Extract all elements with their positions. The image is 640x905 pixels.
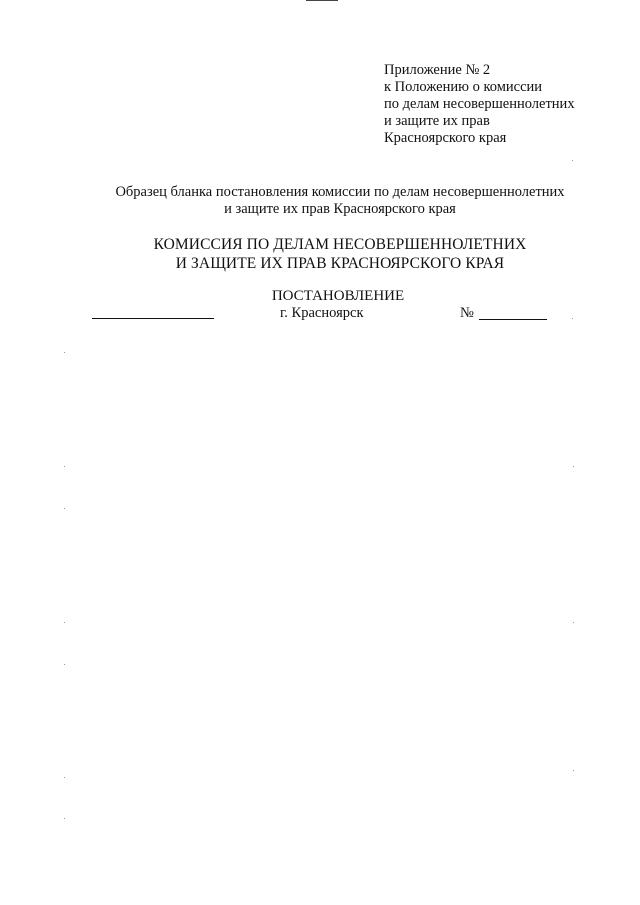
scan-speck — [64, 466, 65, 467]
scan-speck — [573, 466, 574, 467]
appendix-line: по делам несовершеннолетних — [384, 96, 575, 112]
commission-heading-line-2: И ЗАЩИТЕ ИХ ПРАВ КРАСНОЯРСКОГО КРАЯ — [175, 255, 505, 272]
sample-title — [60, 184, 620, 218]
appendix-line: к Положению о комиссии — [384, 79, 543, 95]
scan-edge-mark — [306, 0, 338, 1]
scan-speck — [64, 508, 65, 509]
sample-title-line-1: Образец бланка постановления комиссии по делам несовершеннолетних — [115, 184, 565, 200]
appendix-line: Приложение № 2 — [384, 62, 491, 78]
scan-speck — [64, 664, 65, 665]
scan-speck — [573, 622, 574, 623]
appendix-block — [384, 62, 575, 147]
scan-speck — [64, 352, 65, 353]
date-blank-line — [92, 318, 214, 319]
appendix-line: Красноярского края — [384, 130, 507, 146]
scan-speck — [572, 160, 573, 161]
scan-speck — [573, 770, 574, 771]
number-blank-line — [479, 319, 547, 320]
number-sign: № — [460, 305, 474, 321]
scan-speck — [572, 318, 573, 319]
sample-title-line-2: и защите их прав Красноярского края — [224, 201, 456, 217]
scan-speck — [64, 622, 65, 623]
city-name: г. Красноярск — [280, 305, 364, 321]
scan-speck — [64, 818, 65, 819]
decree-title: ПОСТАНОВЛЕНИЕ — [271, 288, 405, 304]
appendix-line: и защите их прав — [384, 113, 490, 129]
commission-heading-line-1: КОМИССИЯ ПО ДЕЛАМ НЕСОВЕРШЕННОЛЕТНИХ — [153, 236, 527, 253]
scan-speck — [64, 777, 65, 778]
commission-heading — [40, 235, 640, 273]
